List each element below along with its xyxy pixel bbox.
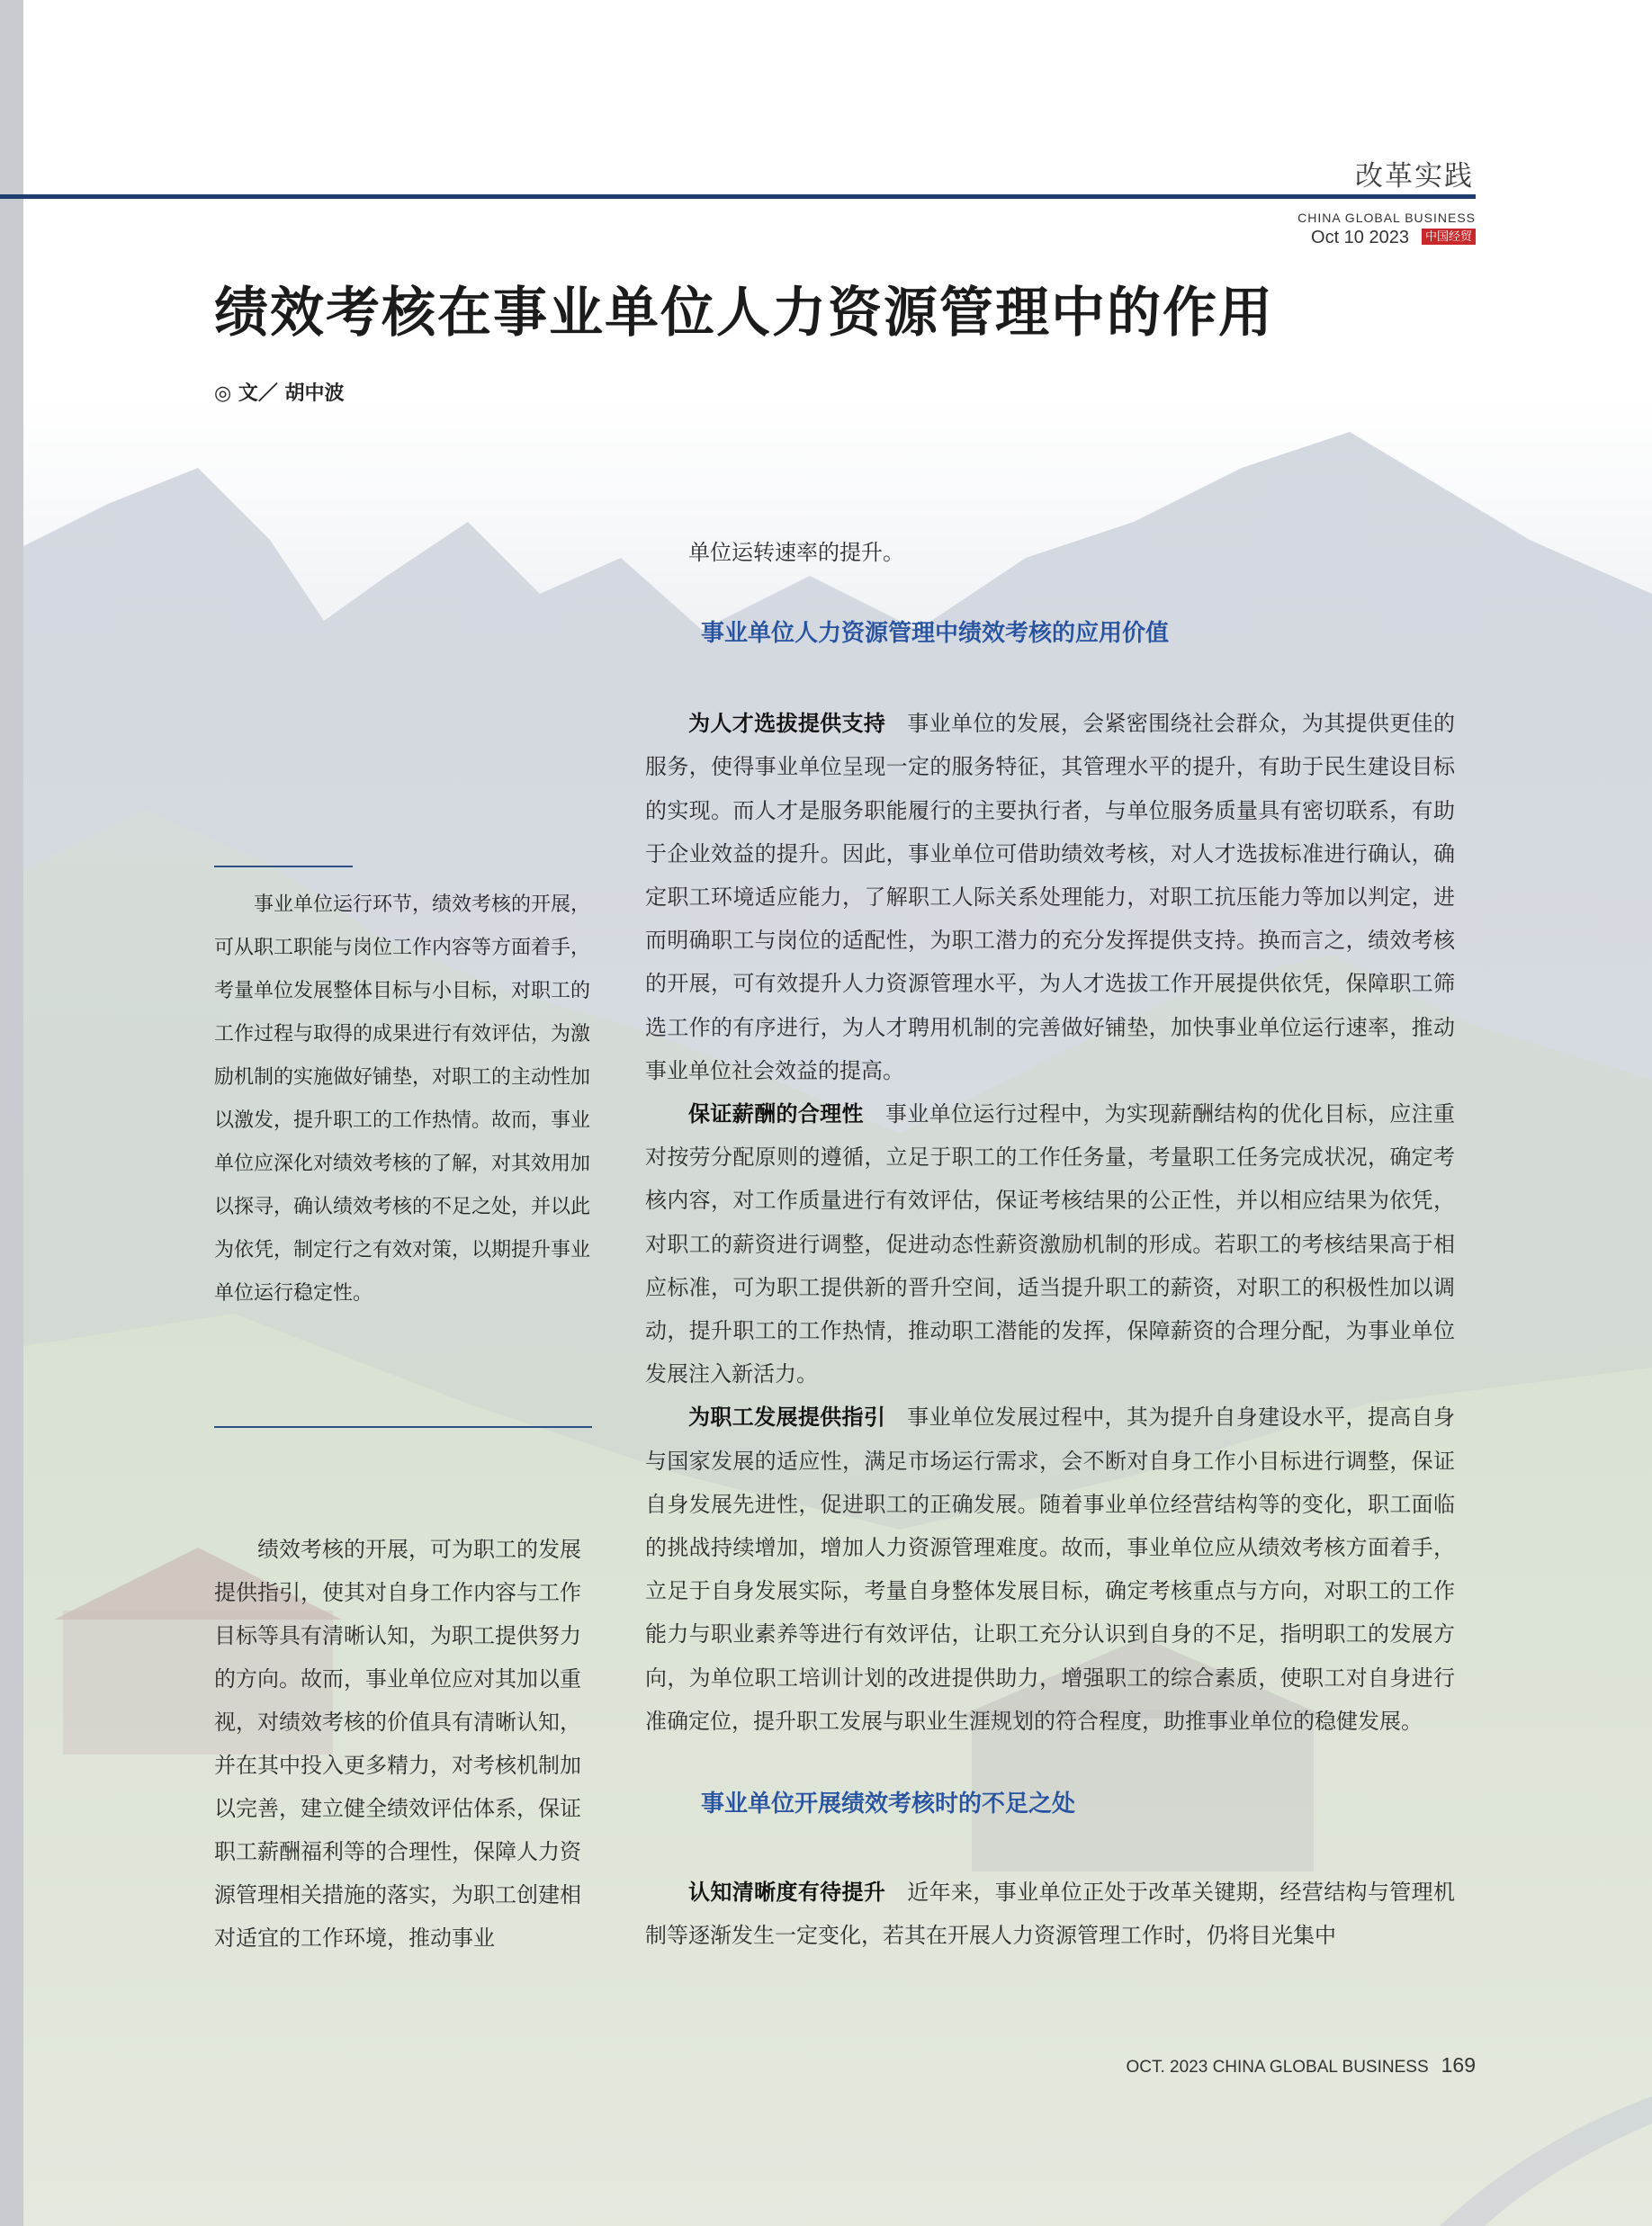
right-column (645, 531, 1455, 1957)
paragraph-salary (645, 1092, 1455, 1396)
header-rule (0, 194, 1476, 199)
footer-journal-line: OCT. 2023 CHINA GLOBAL BUSINESS (1126, 2058, 1429, 2077)
section-heading-application-value: 事业单位人力资源管理中绩效考核的应用价值 (701, 620, 1170, 648)
paragraph-text-salary: 事业单位运行过程中，为实现薪酬结构的优化目标，应注重对按劳分配原则的遵循，立足于职工的工作任务量，考量职工任务完成状况，确定考核内容，对工作质量进行有效评估，保证考核结果的公正性，并以相应结果为依凭，对职工的薪资进行调整，促进动态性薪资激励机制的形成。若职工的考核结果高于相应标准，可为职工提供新的晋升空间，适当提升职工的薪资，对职工的积极性加以调动，提升职工的工作热情，推动职工潜能的发挥，保障薪资的合理分配，为事业单位发展注入新活力。 (645, 1101, 1456, 1387)
abstract-bottom-rule (214, 1426, 592, 1428)
paragraph-awareness (645, 1871, 1455, 1957)
left-column-body: 绩效考核的开展，可为职工的发展提供指引，使其对自身工作内容与工作目标等具有清晰认知，为职工提供努力的方向。故而，事业单位应对其加以重视，对绩效考核的价值具有清晰认知，并在其中投入更多精力，对考核机制加以完善，建立健全绩效评估体系，保证职工薪酬福利等的合理性，保障人力资源管理相关措施的落实，为职工创建相对适宜的工作环境，推动事业 (214, 1537, 581, 1951)
paragraph-text-career-guidance: 事业单位发展过程中，其为提升自身建设水平，提高自身与国家发展的适应性，满足市场运行需求，会不断对自身工作小目标进行调整，保证自身发展先进性，促进职工的正确发展。随着事业单位经营结构等的变化，职工面临的挑战持续增加，增加人力资源管理难度。故而，事业单位应从绩效考核方面着手，立足于自身发展实际，考量自身整体发展目标，确定考核重点与方向，对职工的工作能力与职业素养等进行有效评估，让职工充分认识到自身的不足，指明职工的发展方向，为单位职工培训计划的改进提供助力，增强职工的综合素质，使职工对自身进行准确定位，提升职工发展与职业生涯规划的符合程度，助推事业单位的稳健发展。 (645, 1405, 1456, 1734)
paragraph-lead-talent-selection: 为人才选拔提供支持 (688, 711, 886, 737)
paragraph-lead-career-guidance: 为职工发展提供指引 (688, 1405, 886, 1431)
issue-date-line (1206, 227, 1476, 248)
paragraph-text-talent-selection: 事业单位的发展，会紧密围绕社会群众，为其提供更佳的服务，使得事业单位呈现一定的服务特征，其管理水平的提升，有助于民生建设目标的实现。而人才是服务职能履行的主要执行者，与单位服务质量具有密切联系，有助于企业效益的提升。因此，事业单位可借助绩效考核，对人才选拔标准进行确认，确定职工环境适应能力，了解职工人际关系处理能力，对职工抗压能力等加以判定，进而明确职工与岗位的适配性，为职工潜力的充分发挥提供支持。换而言之，绩效考核的开展，可有效提升人力资源管理水平，为人才选拔工作开展提供依凭，保障职工筛选工作的有序进行，为人才聘用机制的完善做好铺垫，加快事业单位运行速率，推动事业单位社会效益的提高。 (645, 711, 1456, 1083)
issue-date: Oct 10 2023 (1311, 228, 1409, 247)
section-name: 改革实践 (1355, 160, 1474, 193)
page-spine (0, 0, 23, 2226)
header-meta (1206, 210, 1476, 248)
section-heading-shortcomings: 事业单位开展绩效考核时的不足之处 (701, 1791, 1076, 1818)
paragraph-lead-awareness: 认知清晰度有待提升 (688, 1880, 886, 1906)
article-title: 绩效考核在事业单位人力资源管理中的作用 (214, 282, 1274, 345)
paragraph-career-guidance (645, 1396, 1455, 1743)
abstract-text: 事业单位运行环节，绩效考核的开展，可从职工职能与岗位工作内容等方面着手，考量单位发展整体目标与小目标，对职工的工作过程与取得的成果进行有效评估，为激励机制的实施做好铺垫，对职工的主动性加以激发，提升职工的工作热情。故而，事业单位应深化对绩效考核的了解，对其效用加以探寻，确认绩效考核的不足之处，并以此为依凭，制定行之有效对策，以期提升事业单位运行稳定性。 (214, 893, 591, 1305)
continuation-text: 单位运转速率的提升。 (688, 540, 904, 565)
abstract-top-rule (214, 866, 353, 867)
journal-name: CHINA GLOBAL BUSINESS (1297, 211, 1476, 225)
paragraph-talent-selection (645, 702, 1455, 1092)
page-footer (1126, 2053, 1476, 2078)
journal-logo-badge: 中国经贸 (1422, 229, 1476, 245)
paragraph-text-awareness: 近年来，事业单位正处于改革关键期，经营结构与管理机制等逐渐发生一定变化，若其在开展人力资源管理工作时，仍将目光集中 (645, 1880, 1456, 1949)
paragraph-lead-salary: 保证薪酬的合理性 (688, 1101, 864, 1127)
page-number: 169 (1441, 2053, 1476, 2077)
article-byline: ◎ 文／ 胡中波 (214, 382, 345, 405)
